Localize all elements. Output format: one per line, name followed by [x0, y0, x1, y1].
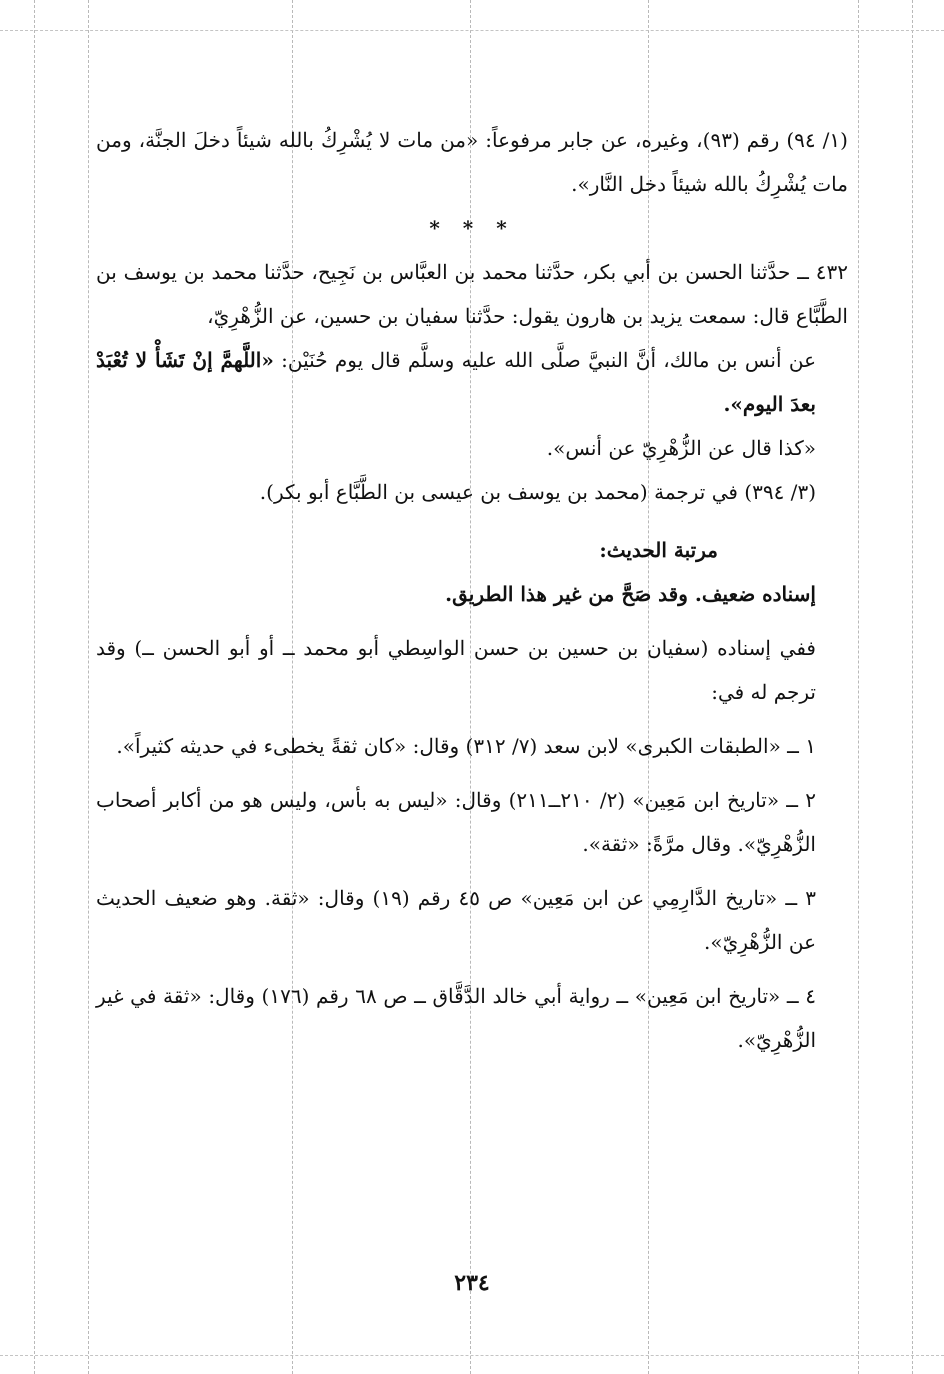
guide-line: [0, 30, 944, 31]
paragraph-matn: [96, 338, 848, 426]
list-item: ٤ ــ «تاريخ ابن مَعِين» ــ رواية أبي خالد الدَّقَّاق ــ ص ٦٨ رقم (١٧٦) وقال: «ثقة في غير الزُّهْرِيّ».: [96, 984, 817, 1052]
matn-intro: عن أنس بن مالك، أنَّ النبيَّ صلَّى الله عليه وسلَّم قال يوم حُنَيْن:: [281, 348, 817, 372]
page-number: ٢٣٤: [454, 1270, 490, 1296]
section-heading: مرتبة الحديث:: [599, 538, 718, 562]
hadith-quote: «اللَّهمَّ إنْ تَشَأْ لا تُعْبَدْ بعدَ اليوم».: [96, 348, 816, 416]
list-item: ١ ــ «الطبقات الكبرى» لابن سعد (٧/ ٣١٢) وقال: «كان ثقةً يخطىء في حديثه كثيراً».: [116, 734, 816, 758]
paragraph-analysis: ففي إسناده (سفيان بن حسين بن حسن الواسِطي أبو محمد ــ أو أبو الحسن ــ) وقد ترجم له في:: [96, 636, 816, 704]
guide-line: [0, 1355, 944, 1356]
paragraph-grading: إسناده ضعيف. وقد صَحَّ من غير هذا الطريق.: [445, 582, 816, 606]
list-item: ٢ ــ «تاريخ ابن مَعِين» (٢/ ٢١٠ــ٢١١) وقال: «ليس به بأس، وليس هو من أكابر أصحاب الزُّهْرِيّ». وقال مرَّةً: «ثقة».: [96, 788, 816, 856]
section-divider: * * *: [429, 216, 515, 240]
guide-line: [912, 0, 913, 1374]
guide-line: [34, 0, 35, 1374]
page-body: [96, 118, 848, 1062]
list-item: ٣ ــ «تاريخ الدَّارِمِي عن ابن مَعِين» ص ٤٥ رقم (١٩) وقال: «ثقة. وهو ضعيف الحديث عن الزُّهْرِيّ».: [96, 886, 817, 954]
paragraph-isnad: ٤٣٢ ــ حدَّثنا الحسن بن أبي بكر، حدَّثنا محمد بن العبَّاس بن نَجِيح، حدَّثنا محمد بن يوسف بن الطَّبَّاع قال: سمعت يزيد بن هارون يقول: حدَّثنا سفيان بن حسين، عن الزُّهْرِيّ،: [96, 260, 848, 328]
paragraph-reference: (٣/ ٣٩٤) في ترجمة (محمد بن يوسف بن عيسى بن الطَّبَّاع أبو بكر).: [259, 480, 816, 504]
paragraph-citation: (١/ ٩٤) رقم (٩٣)، وغيره، عن جابر مرفوعاً: «من مات لا يُشْرِكُ بالله شيئاً دخلَ الجنَّة، ومن مات يُشْرِكُ بالله شيئاً دخل النَّار».: [96, 128, 848, 196]
guide-line: [88, 0, 89, 1374]
paragraph-note: «كذا قال عن الزُّهْرِيّ عن أنس».: [546, 436, 816, 460]
guide-line: [858, 0, 859, 1374]
